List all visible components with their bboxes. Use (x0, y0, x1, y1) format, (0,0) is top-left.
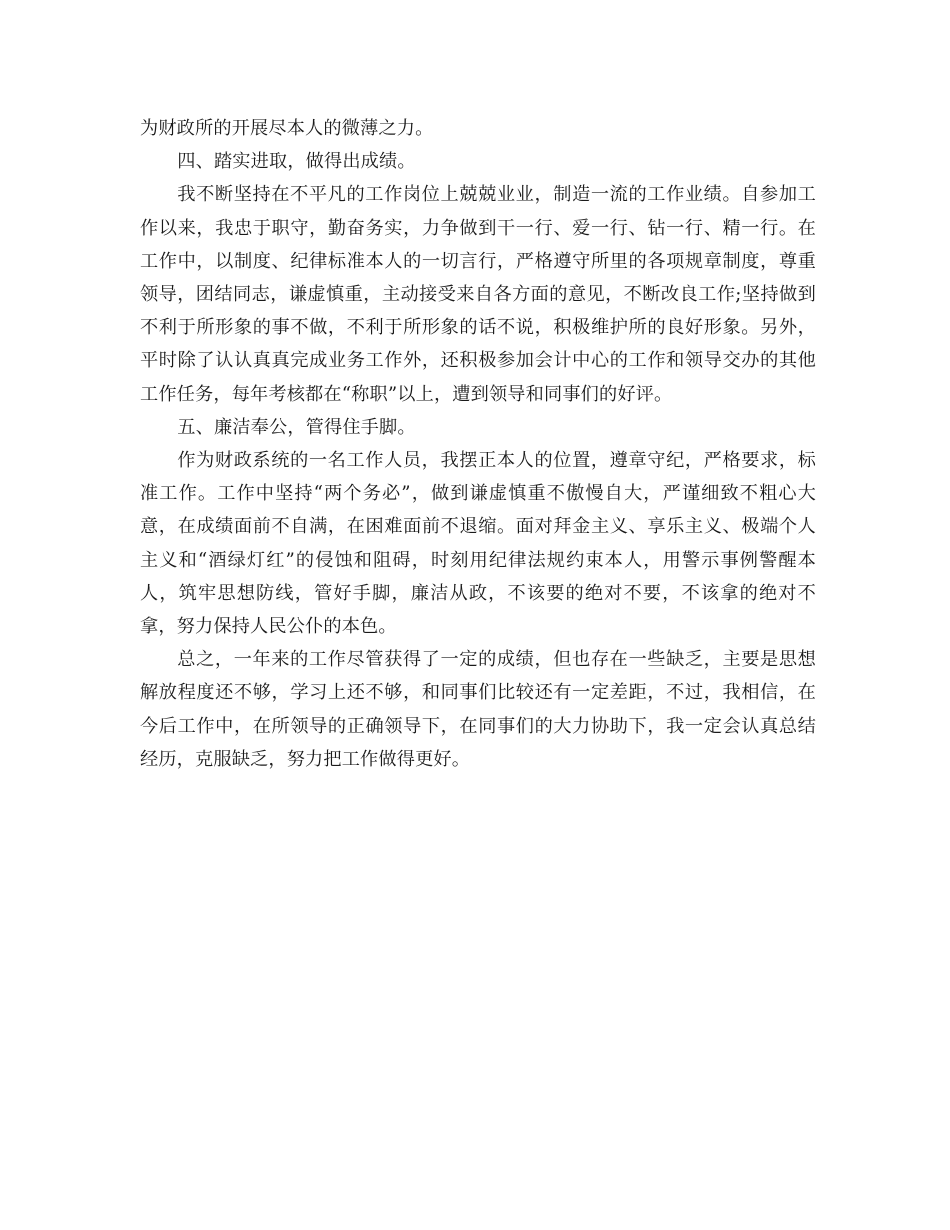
section-heading-five: 五、廉洁奉公，管得住手脚。 (177, 416, 416, 438)
paragraph-conclusion: 总之，一年来的工作尽管获得了一定的成绩，但也存在一些缺乏，主要是思想解放程度还不够，学习上还不够，和同事们比较还有一定差距，不过，我相信，在今后工作中，在所领导的正确领导下，在同事们的大力协助下，我一定会认真总结经历，克服缺乏，努力把工作做得更好。 (140, 649, 816, 770)
section-heading-four: 四、踏实进取，做得出成绩。 (177, 151, 416, 173)
document-body (140, 112, 816, 776)
paragraph-section-four: 我不断坚持在不平凡的工作岗位上兢兢业业，制造一流的工作业绩。自参加工作以来，我忠于职守，勤奋务实，力争做到干一行、爱一行、钻一行、精一行。在工作中，以制度、纪律标准本人的一切言行，严格遵守所里的各项规章制度，尊重领导，团结同志，谦虚慎重，主动接受来自各方面的意见，不断改良工作;坚持做到不利于所形象的事不做，不利于所形象的话不说，积极维护所的良好形象。另外，平时除了认认真真完成业务工作外，还积极参加会计中心的工作和领导交办的其他工作任务，每年考核都在“称职”以上，遭到领导和同事们的好评。 (140, 184, 816, 405)
paragraph-section-five: 作为财政系统的一名工作人员，我摆正本人的位置，遵章守纪，严格要求，标准工作。工作中坚持“两个务必”，做到谦虚慎重不傲慢自大，严谨细致不粗心大意，在成绩面前不自满，在困难面前不退缩。面对拜金主义、享乐主义、极端个人主义和“酒绿灯红”的侵蚀和阻碍，时刻用纪律法规约束本人，用警示事例警醒本人，筑牢思想防线，管好手脚，廉洁从政，不该要的绝对不要，不该拿的绝对不拿，努力保持人民公仆的本色。 (140, 450, 816, 638)
paragraph-continuation: 为财政所的开展尽本人的微薄之力。 (140, 118, 434, 139)
